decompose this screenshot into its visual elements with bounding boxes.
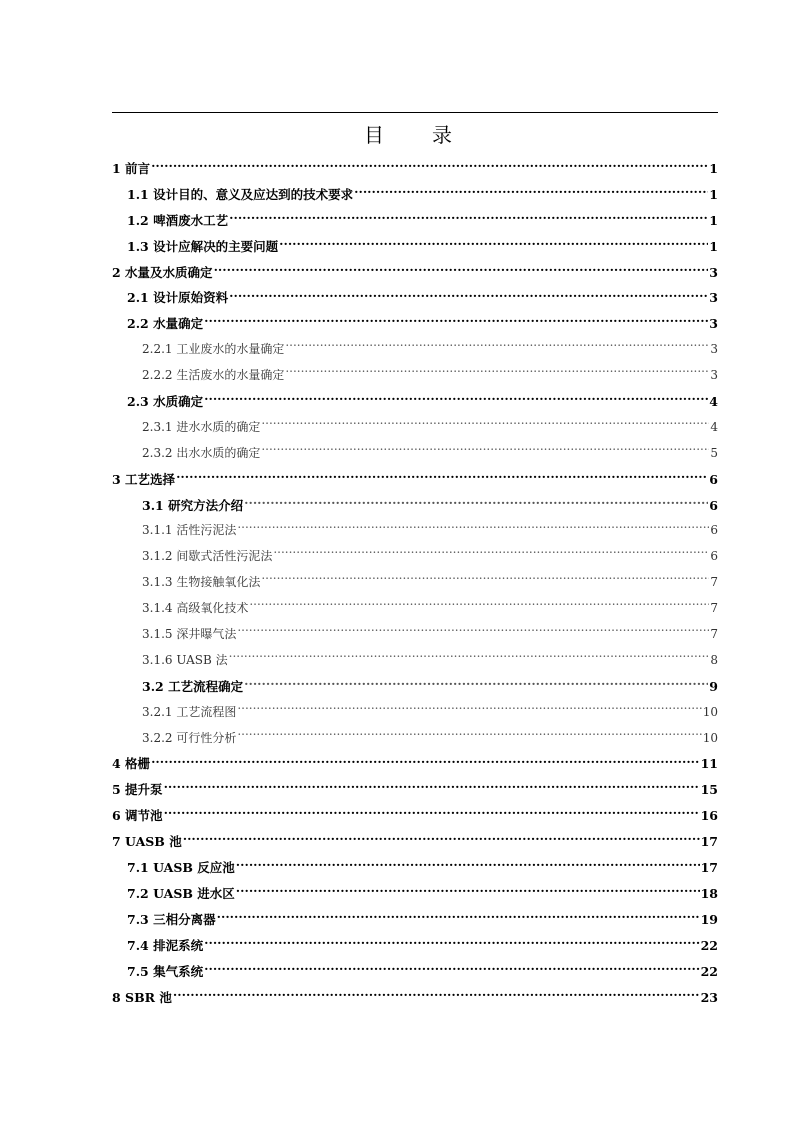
toc-entry-title: 3.1.3 生物接触氧化法 bbox=[142, 575, 261, 590]
toc-entry-title: 1.3 设计应解决的主要问题 bbox=[127, 238, 279, 254]
toc-leader-dots bbox=[236, 858, 700, 872]
toc-entry[interactable] bbox=[112, 544, 718, 570]
toc-entry[interactable] bbox=[112, 648, 718, 674]
toc-entry-page-number: 7 bbox=[710, 601, 718, 616]
toc-entry-title: 3.1.1 活性污泥法 bbox=[142, 523, 237, 538]
toc-entry-title: 6 调节池 bbox=[112, 808, 163, 824]
toc-entry-title: 2.2.1 工业废水的水量确定 bbox=[142, 342, 285, 357]
toc-entry-page-number: 4 bbox=[710, 419, 718, 434]
toc-entry-page-number: 18 bbox=[700, 885, 718, 901]
toc-leader-dots bbox=[237, 520, 709, 534]
toc-entry-title: 3.1 研究方法介绍 bbox=[142, 497, 244, 513]
toc-entry-title: 7.5 集气系统 bbox=[127, 963, 204, 979]
toc-entry[interactable] bbox=[112, 881, 718, 907]
toc-entry[interactable] bbox=[112, 907, 718, 933]
toc-entry-page-number: 22 bbox=[700, 963, 718, 979]
toc-entry-page-number: 3 bbox=[710, 342, 718, 357]
toc-leader-dots bbox=[204, 962, 699, 976]
toc-leader-dots bbox=[244, 496, 708, 510]
toc-entry-page-number: 17 bbox=[700, 834, 718, 850]
toc-entry[interactable] bbox=[112, 493, 718, 519]
toc-entry-page-number: 19 bbox=[700, 911, 718, 927]
toc-leader-dots bbox=[279, 237, 708, 251]
toc-entry[interactable] bbox=[112, 959, 718, 985]
toc-entry-title: 2.3.1 进水水质的确定 bbox=[142, 419, 261, 434]
toc-leader-dots bbox=[261, 417, 709, 431]
toc-entry[interactable] bbox=[112, 985, 718, 1011]
toc-entry-page-number: 3 bbox=[710, 368, 718, 383]
toc-leader-dots bbox=[249, 598, 709, 612]
toc-entry[interactable] bbox=[112, 933, 718, 959]
toc-entry-page-number: 6 bbox=[709, 497, 718, 513]
toc-entry[interactable] bbox=[112, 389, 718, 415]
toc-entry[interactable] bbox=[112, 829, 718, 855]
toc-leader-dots bbox=[285, 339, 709, 353]
toc-entry-title: 7.3 三相分离器 bbox=[127, 911, 216, 927]
toc-entry[interactable] bbox=[112, 777, 718, 803]
toc-entry-title: 2.1 设计原始资料 bbox=[127, 290, 229, 306]
toc-entry[interactable] bbox=[112, 570, 718, 596]
toc-entry-page-number: 3 bbox=[709, 290, 718, 306]
toc-entry[interactable] bbox=[112, 234, 718, 260]
toc-entry-title: 1.2 啤酒废水工艺 bbox=[127, 212, 229, 228]
toc-entry[interactable] bbox=[112, 208, 718, 234]
toc-leader-dots bbox=[204, 936, 699, 950]
toc-entry-title: 3 工艺选择 bbox=[112, 471, 176, 487]
toc-entry-page-number: 10 bbox=[702, 730, 718, 745]
toc-entry[interactable] bbox=[112, 156, 718, 182]
toc-entry-title: 3.1.6 UASB 法 bbox=[142, 652, 228, 667]
toc-entry-page-number: 4 bbox=[709, 394, 718, 410]
toc-entry-title: 2.2.2 生活废水的水量确定 bbox=[142, 368, 285, 383]
toc-leader-dots bbox=[229, 288, 708, 302]
toc-entry-title: 8 SBR 池 bbox=[112, 989, 172, 1005]
toc-entry[interactable] bbox=[112, 751, 718, 777]
toc-entry-page-number: 1 bbox=[709, 186, 718, 202]
toc-entry-page-number: 1 bbox=[709, 161, 718, 176]
toc-entry-page-number: 7 bbox=[710, 575, 718, 590]
toc-entry-page-number: 3 bbox=[709, 264, 718, 280]
toc-leader-dots bbox=[285, 365, 709, 379]
toc-entry[interactable] bbox=[112, 726, 718, 752]
toc-entry-page-number: 6 bbox=[709, 471, 718, 487]
toc-leader-dots bbox=[151, 159, 708, 173]
toc-entry[interactable] bbox=[112, 467, 718, 493]
toc-entry-title: 3.1.4 高级氧化技术 bbox=[142, 601, 249, 616]
toc-entry-title: 3.1.5 深井曝气法 bbox=[142, 627, 237, 642]
toc-entry[interactable] bbox=[112, 674, 718, 700]
toc-entry[interactable] bbox=[112, 311, 718, 337]
toc-entry-title: 7.4 排泥系统 bbox=[127, 937, 204, 953]
toc-leader-dots bbox=[237, 728, 701, 742]
toc-entry-page-number: 17 bbox=[700, 860, 718, 876]
toc-leader-dots bbox=[214, 263, 709, 277]
toc-leader-dots bbox=[204, 392, 708, 406]
header-rule bbox=[112, 112, 718, 113]
toc-entry-title: 3.2.1 工艺流程图 bbox=[142, 704, 237, 719]
toc-entry-title: 1.1 设计目的、意义及应达到的技术要求 bbox=[127, 186, 354, 202]
toc-entry[interactable] bbox=[112, 182, 718, 208]
toc-entry-title: 7.2 UASB 进水区 bbox=[127, 885, 235, 901]
toc-entry-page-number: 15 bbox=[700, 782, 718, 798]
toc-entry-page-number: 3 bbox=[709, 316, 718, 332]
toc-leader-dots bbox=[173, 988, 700, 1002]
toc-leader-dots bbox=[237, 702, 701, 716]
toc-entry-page-number: 6 bbox=[710, 549, 718, 564]
toc-entry-page-number: 23 bbox=[700, 989, 718, 1005]
toc-leader-dots bbox=[237, 624, 709, 638]
toc-entry-title: 7 UASB 池 bbox=[112, 834, 182, 850]
toc-entry[interactable] bbox=[112, 596, 718, 622]
toc-entry[interactable] bbox=[112, 855, 718, 881]
toc-entry[interactable] bbox=[112, 363, 718, 389]
toc-entry-title: 3.2 工艺流程确定 bbox=[142, 678, 244, 694]
toc-leader-dots bbox=[236, 884, 700, 898]
toc-leader-dots bbox=[164, 780, 700, 794]
toc-entry-title: 7.1 UASB 反应池 bbox=[127, 860, 235, 876]
toc-entry-page-number: 9 bbox=[709, 678, 718, 694]
toc-entry-page-number: 5 bbox=[710, 445, 718, 460]
toc-entry-page-number: 1 bbox=[709, 212, 718, 228]
toc-entry-page-number: 22 bbox=[700, 937, 718, 953]
toc-leader-dots bbox=[261, 443, 709, 457]
toc-entry[interactable] bbox=[112, 415, 718, 441]
toc-entry-title: 2.3 水质确定 bbox=[127, 394, 204, 410]
toc-leader-dots bbox=[183, 832, 700, 846]
toc-entry[interactable] bbox=[112, 337, 718, 363]
toc-entry-page-number: 11 bbox=[700, 756, 718, 772]
toc-entry-page-number: 1 bbox=[709, 238, 718, 254]
toc-entry-title: 1 前言 bbox=[112, 161, 151, 176]
toc-leader-dots bbox=[151, 754, 700, 768]
toc-leader-dots bbox=[261, 572, 709, 586]
toc-entry-title: 4 格栅 bbox=[112, 756, 151, 772]
toc-list bbox=[112, 156, 718, 1010]
toc-entry[interactable] bbox=[112, 260, 718, 286]
toc-entry-page-number: 8 bbox=[710, 652, 718, 667]
toc-entry[interactable] bbox=[112, 622, 718, 648]
toc-leader-dots bbox=[354, 185, 708, 199]
toc-leader-dots bbox=[204, 314, 708, 328]
toc-leader-dots bbox=[164, 806, 700, 820]
toc-entry-page-number: 10 bbox=[702, 704, 718, 719]
toc-entry-title: 3.2.2 可行性分析 bbox=[142, 730, 237, 745]
toc-entry[interactable] bbox=[112, 803, 718, 829]
toc-entry[interactable] bbox=[112, 441, 718, 467]
toc-leader-dots bbox=[229, 650, 710, 664]
toc-leader-dots bbox=[217, 910, 700, 924]
toc-leader-dots bbox=[229, 211, 708, 225]
toc-entry-title: 5 提升泵 bbox=[112, 782, 163, 798]
toc-leader-dots bbox=[244, 677, 708, 691]
toc-entry-page-number: 6 bbox=[710, 523, 718, 538]
toc-entry-title: 2.2 水量确定 bbox=[127, 316, 204, 332]
toc-title: 目 录 bbox=[364, 123, 466, 147]
toc-entry-title: 3.1.2 间歇式活性污泥法 bbox=[142, 549, 273, 564]
toc-entry-page-number: 7 bbox=[710, 627, 718, 642]
toc-entry-title: 2 水量及水质确定 bbox=[112, 264, 213, 280]
toc-leader-dots bbox=[273, 546, 709, 560]
toc-entry[interactable] bbox=[112, 518, 718, 544]
toc-entry[interactable] bbox=[112, 700, 718, 726]
toc-entry-title: 2.3.2 出水水质的确定 bbox=[142, 445, 261, 460]
toc-leader-dots bbox=[176, 470, 708, 484]
toc-entry[interactable] bbox=[112, 285, 718, 311]
toc-entry-page-number: 16 bbox=[700, 808, 718, 824]
